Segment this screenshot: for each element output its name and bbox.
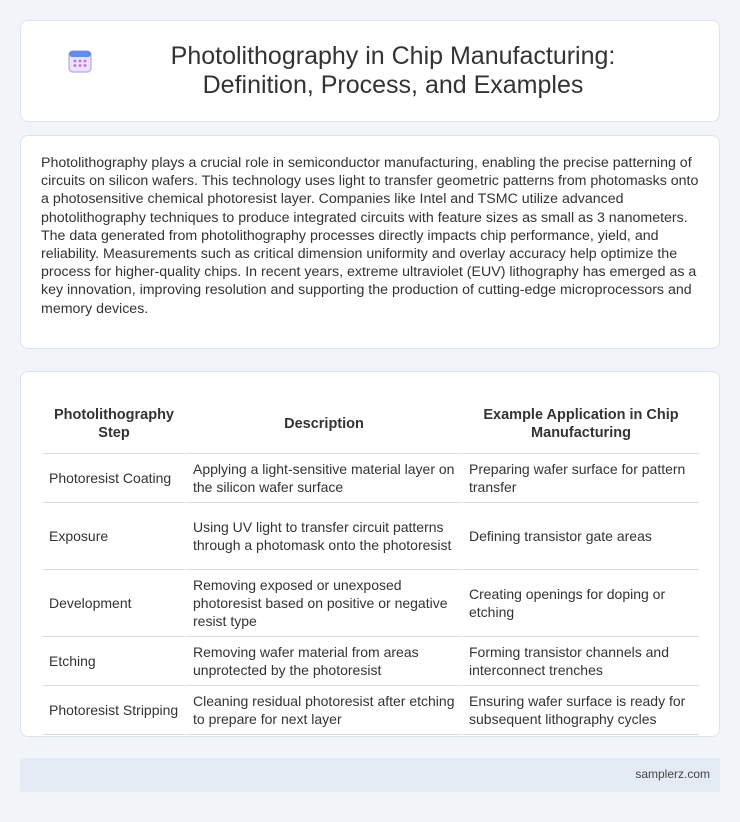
- table-header-row: [43, 392, 699, 454]
- table-row: [43, 503, 699, 570]
- cell-step: Etching: [43, 637, 185, 686]
- cell-description: Removing exposed or unexposed photoresist based on positive or negative resist type: [185, 570, 461, 637]
- calendar-icon: [67, 48, 93, 74]
- page-title: Photolithography in Chip Manufacturing: Definition, Process, and Examples: [170, 42, 616, 99]
- header-step: Photolithography Step: [43, 392, 185, 454]
- cell-application: Ensuring wafer surface is ready for subsequent lithography cycles: [461, 686, 699, 735]
- title-wrap: [67, 42, 673, 100]
- table-row: [43, 686, 699, 735]
- cell-step: Photoresist Coating: [43, 454, 185, 503]
- cell-application: Creating openings for doping or etching: [461, 570, 699, 637]
- table-row: [43, 454, 699, 503]
- cell-description: Removing wafer material from areas unprotected by the photoresist: [185, 637, 461, 686]
- source-link[interactable]: samplerz.com: [635, 767, 710, 781]
- table-row: [43, 637, 699, 686]
- footer: [20, 758, 720, 792]
- cell-step: Photoresist Stripping: [43, 686, 185, 735]
- steps-table: [43, 392, 699, 735]
- cell-application: Defining transistor gate areas: [461, 503, 699, 570]
- title-card: [20, 20, 720, 122]
- cell-description: Applying a light-sensitive material layer on the silicon wafer surface: [185, 454, 461, 503]
- table-card: [20, 371, 720, 737]
- cell-application: Preparing wafer surface for pattern transfer: [461, 454, 699, 503]
- cell-description: Cleaning residual photoresist after etching to prepare for next layer: [185, 686, 461, 735]
- table-row: [43, 570, 699, 637]
- header-description: Description: [185, 392, 461, 454]
- intro-paragraph: Photolithography plays a crucial role in semiconductor manufacturing, enabling the precise patterning of circuits on silicon wafers. This technology uses light to transfer geometric patterns from photomasks onto a photosensitive chemical photoresist layer. Companies like Intel and TSMC utilize advanced photolithography techniques to produce integrated circuits with feature sizes as small as 3 nanometers. The data generated from photolithography processes directly impacts chip performance, yield, and reliability. Measurements such as critical dimension uniformity and overlay accuracy help optimize the process for higher-quality chips. In recent years, extreme ultraviolet (EUV) lithography has emerged as a key innovation, improving resolution and supporting the production of cutting-edge microprocessors and memory devices.: [41, 155, 699, 317]
- header-application: Example Application in Chip Manufacturing: [461, 392, 699, 454]
- cell-application: Forming transistor channels and interconnect trenches: [461, 637, 699, 686]
- cell-step: Exposure: [43, 503, 185, 570]
- cell-step: Development: [43, 570, 185, 637]
- intro-card: [20, 135, 720, 349]
- cell-description: Using UV light to transfer circuit patterns through a photomask onto the photoresist: [185, 503, 461, 570]
